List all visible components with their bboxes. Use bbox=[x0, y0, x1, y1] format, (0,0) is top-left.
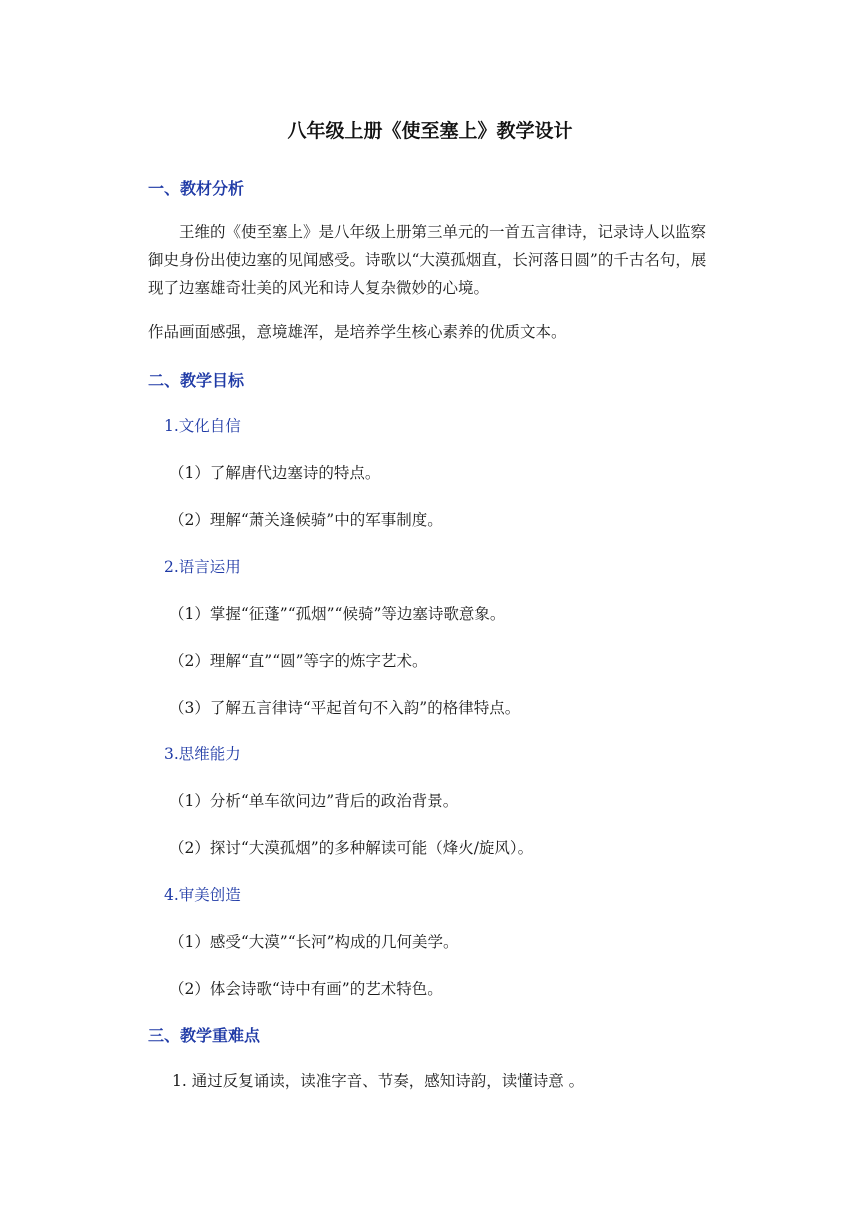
list-item: （2）理解“直”“圆”等字的炼字艺术。 bbox=[169, 652, 428, 670]
document-title: 八年级上册《使至塞上》教学设计 bbox=[287, 120, 573, 142]
list-item: 1. 通过反复诵读，读准字音、节奏，感知诗韵，读懂诗意 。 bbox=[172, 1072, 585, 1090]
subsection-heading-language-use: 2.语言运用 bbox=[164, 558, 241, 576]
list-item: （2）理解“萧关逢候骑”中的军事制度。 bbox=[169, 511, 443, 529]
list-item: （2）体会诗歌“诗中有画”的艺术特色。 bbox=[169, 980, 443, 998]
subsection-heading-aesthetics: 4.审美创造 bbox=[164, 886, 241, 904]
section-heading-objectives: 二、教学目标 bbox=[148, 371, 245, 390]
list-item: （1）了解唐代边塞诗的特点。 bbox=[169, 464, 381, 482]
subsection-heading-cultural-confidence: 1.文化自信 bbox=[164, 417, 241, 435]
section-heading-analysis: 一、教材分析 bbox=[148, 179, 245, 198]
list-item: （2）探讨“大漠孤烟”的多种解读可能（烽火/旋风）。 bbox=[169, 839, 534, 857]
list-item: （1）感受“大漠”“长河”构成的几何美学。 bbox=[169, 933, 459, 951]
list-item: （3）了解五言律诗“平起首句不入韵”的格律特点。 bbox=[169, 699, 521, 717]
paragraph-analysis-2: 作品画面感强，意境雄浑，是培养学生核心素养的优质文本。 bbox=[148, 323, 567, 341]
list-item: （1）掌握“征蓬”“孤烟”“候骑”等边塞诗歌意象。 bbox=[169, 605, 506, 623]
subsection-heading-thinking: 3.思维能力 bbox=[164, 745, 241, 763]
paragraph-analysis-1: 王维的《使至塞上》是八年级上册第三单元的一首五言律诗，记录诗人以监察御史身份出使边塞的见闻感受。诗歌以“大漠孤烟直，长河落日圆”的千古名句，展现了边塞雄奇壮美的风光和诗人复杂微妙的心境。 bbox=[148, 223, 707, 297]
section-heading-key-points: 三、教学重难点 bbox=[148, 1026, 261, 1045]
list-item: （1）分析“单车欲问边”背后的政治背景。 bbox=[169, 792, 459, 810]
